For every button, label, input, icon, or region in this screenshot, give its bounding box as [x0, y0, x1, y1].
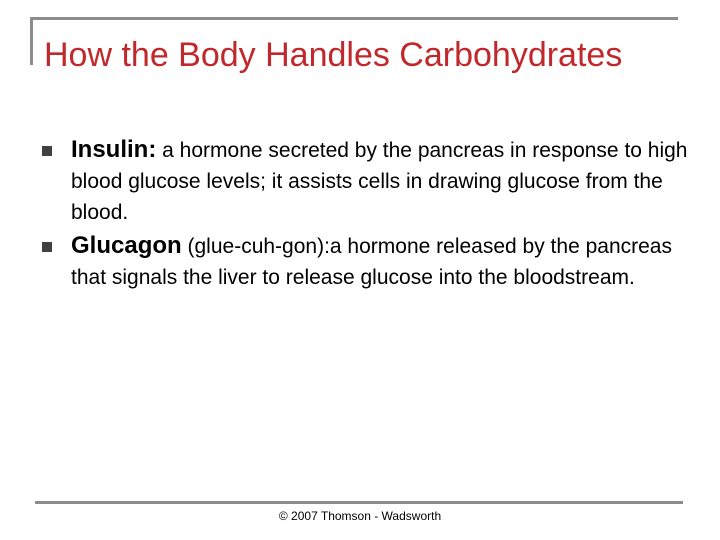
frame-top-rule: [30, 17, 678, 20]
term-glucagon: Glucagon: [71, 232, 182, 259]
bullet-square-icon: [42, 242, 52, 252]
definition-glucagon: a hormone released by the pancreas that signals the liver to release glucose into the bloodstream.: [71, 235, 672, 289]
term-insulin: Insulin:: [71, 136, 157, 163]
copyright-footer: © 2007 Thomson - Wadsworth: [278, 509, 442, 523]
bullet-item-insulin: [71, 134, 691, 228]
slide-title: How the Body Handles Carbohydrates: [44, 36, 623, 74]
bullet-item-glucagon: [71, 230, 691, 293]
definition-insulin: a hormone secreted by the pancreas in response to high blood glucose levels; it assists cells in drawing glucose from the blood.: [71, 139, 688, 224]
frame-left-rule: [30, 17, 33, 65]
frame-bottom-rule: [35, 501, 683, 504]
bullet-square-icon: [42, 146, 52, 156]
pronunciation-glucagon: (glue-cuh-gon):: [181, 235, 330, 258]
